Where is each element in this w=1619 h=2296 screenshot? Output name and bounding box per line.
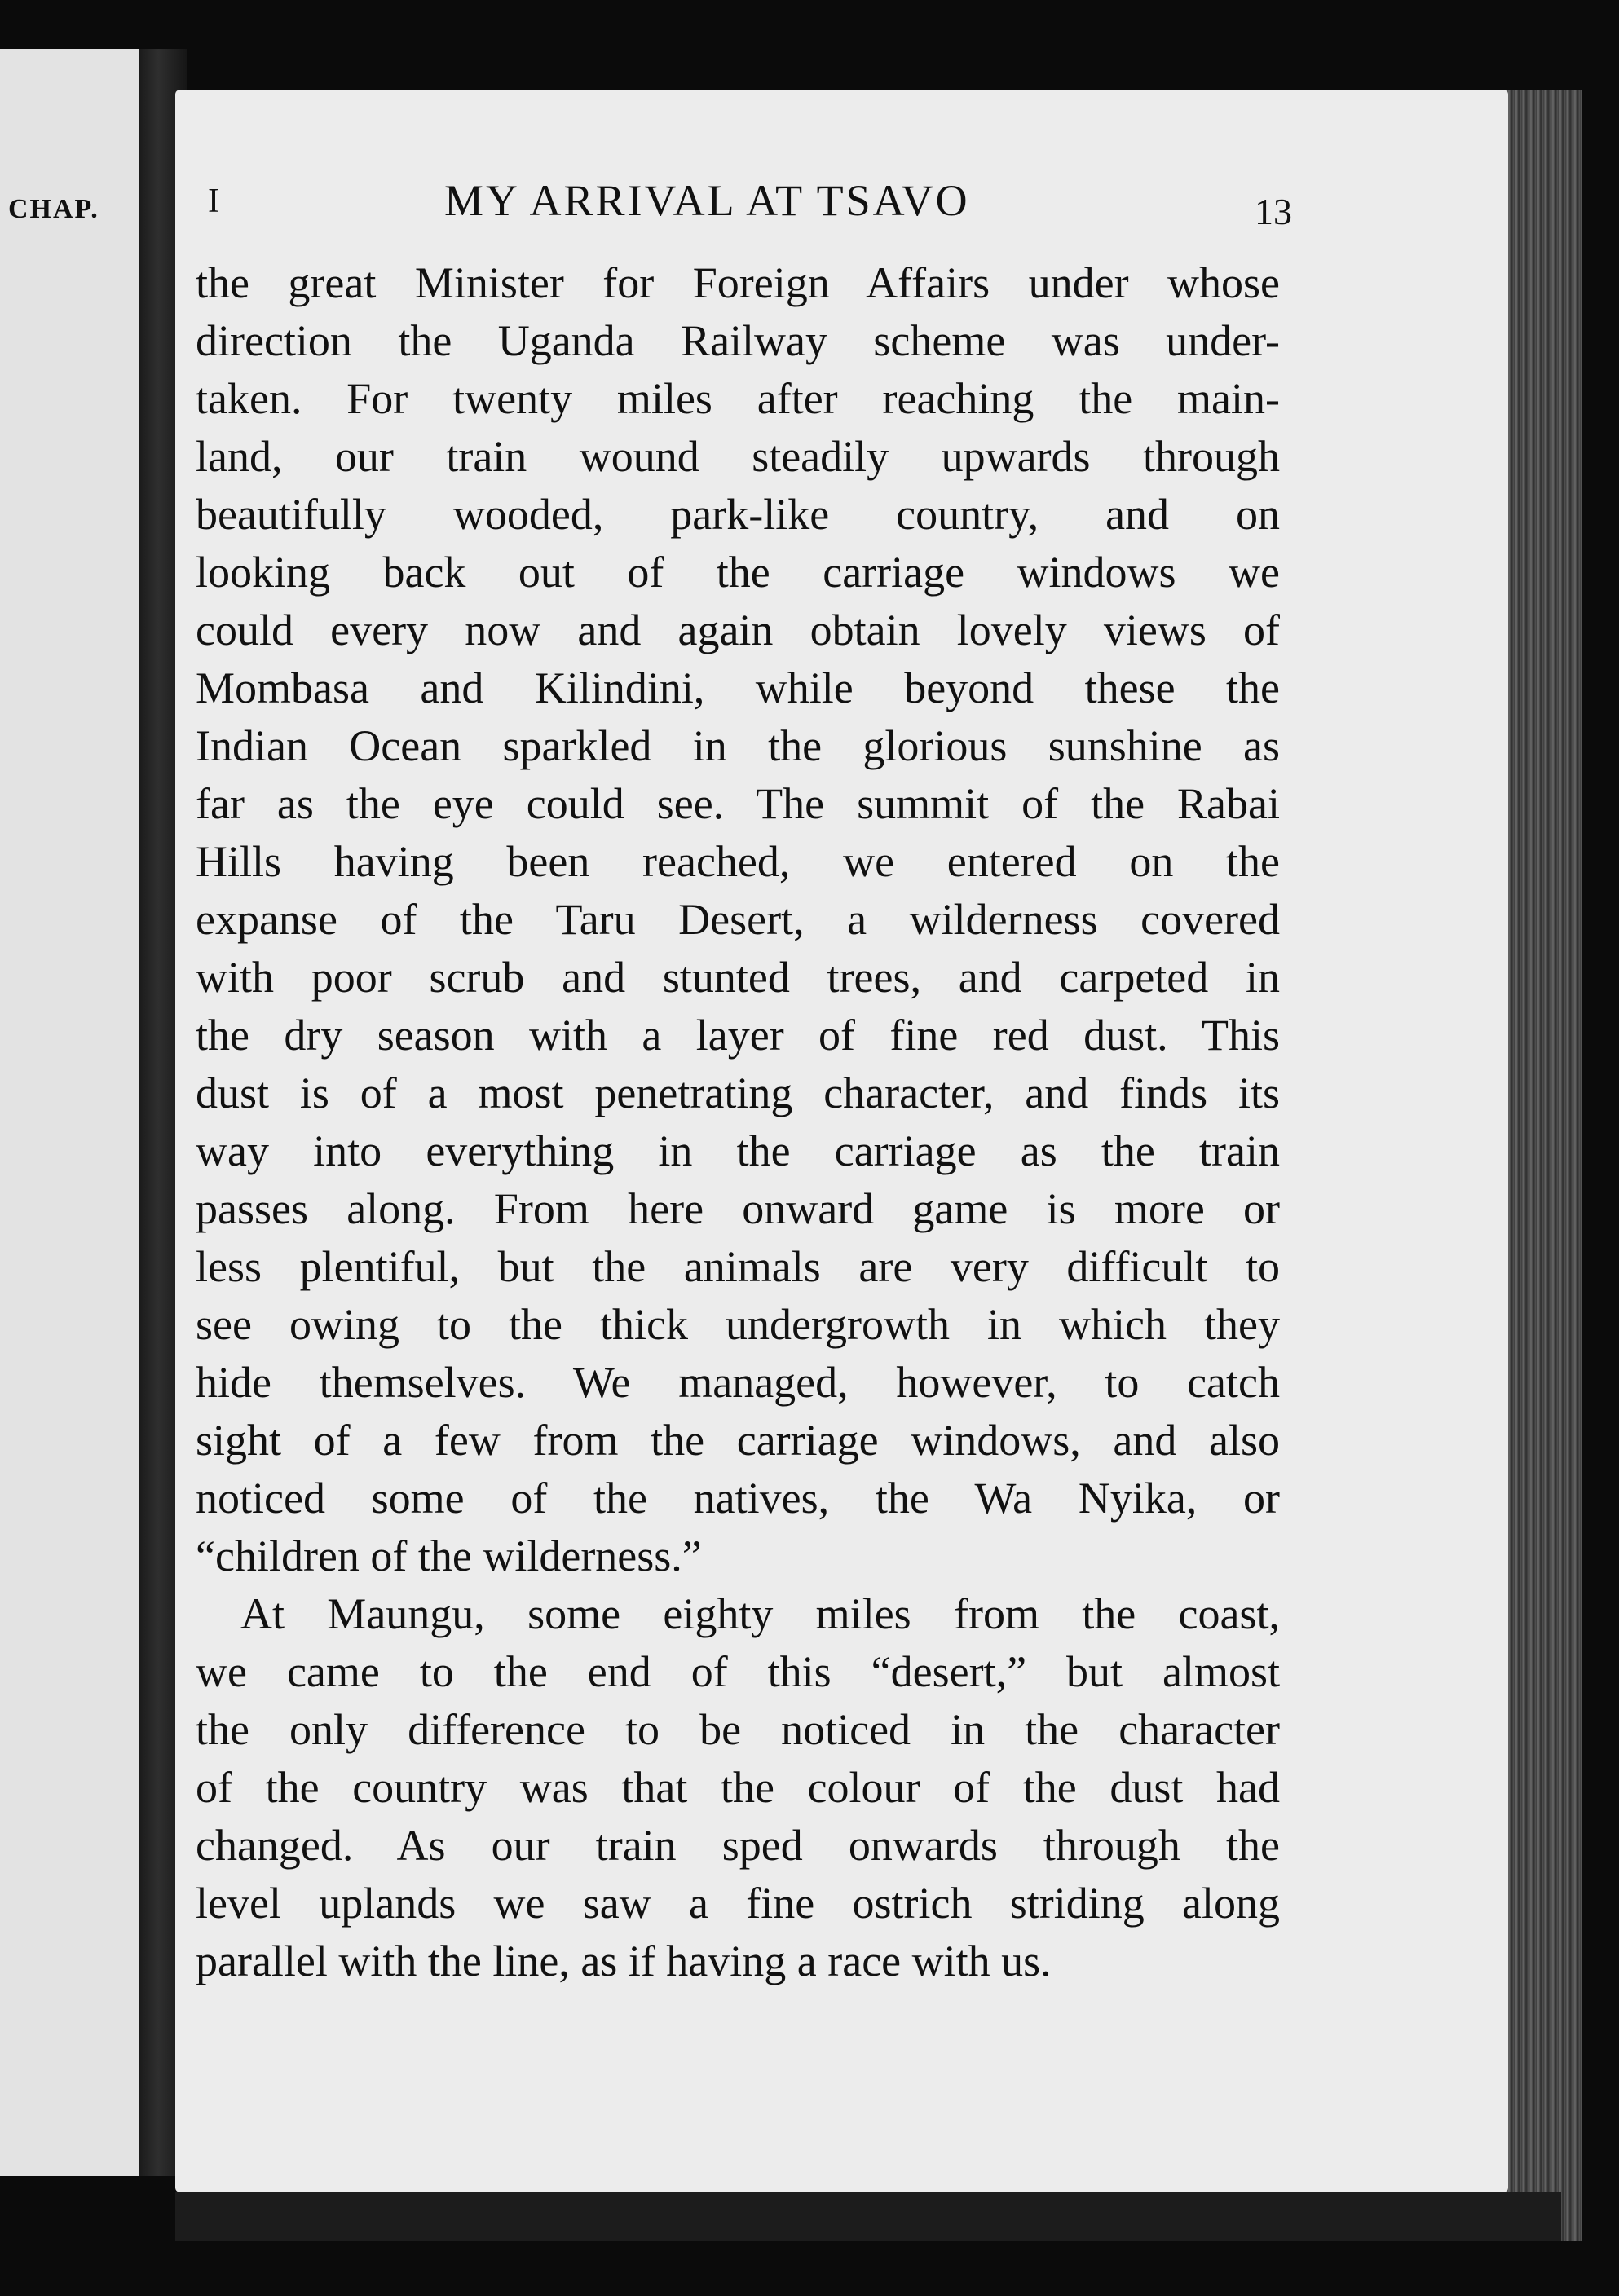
text-line: less plentiful, but the animals are very difficult to [196,1242,1280,1291]
text-line: dust is of a most penetrating character, and finds its [196,1069,1280,1117]
chapter-title: MY ARRIVAL AT TSAVO [444,176,970,225]
text-line: taken. For twenty miles after reaching the main- [196,374,1280,423]
page-bottom-shadow [175,2192,1561,2241]
text-line: land, our train wound steadily upwards through [196,432,1280,481]
text-line: see owing to the thick undergrowth in which they [196,1300,1280,1349]
text-line: sight of a few from the carriage windows, and also [196,1416,1280,1465]
text-line: the only difference to be noticed in the character [196,1705,1280,1754]
paragraph [196,1585,1280,1990]
text-line: changed. As our train sped onwards through the [196,1821,1280,1870]
text-line: parallel with the line, as if having a race with us. [196,1937,1052,1985]
page-number: 13 [1255,191,1292,232]
text-line: with poor scrub and stunted trees, and carpeted in [196,953,1280,1002]
previous-page-running-head: CHAP. [8,194,99,224]
paragraph [196,254,1280,1585]
text-line: Indian Ocean sparkled in the glorious sunshine as [196,721,1280,770]
text-line: At Maungu, some eighty miles from the coast, [240,1589,1280,1638]
text-line: looking back out of the carriage windows we [196,548,1280,597]
text-line: hide themselves. We managed, however, to catch [196,1358,1280,1407]
text-line: passes along. From here onward game is more or [196,1184,1280,1233]
text-line: beautifully wooded, park-like country, and on [196,490,1280,539]
previous-page [0,49,139,2176]
running-head [208,175,1292,232]
text-line: we came to the end of this “desert,” but almost [196,1647,1280,1696]
text-line: way into everything in the carriage as the train [196,1126,1280,1175]
text-line: Mombasa and Kilindini, while beyond these the [196,663,1280,712]
text-line: expanse of the Taru Desert, a wilderness covered [196,895,1280,944]
text-line: direction the Uganda Railway scheme was under- [196,316,1280,365]
text-line: Hills having been reached, we entered on the [196,837,1280,886]
text-line: the great Minister for Foreign Affairs under whose [196,258,1280,307]
text-line: level uplands we saw a fine ostrich striding along [196,1879,1280,1928]
chapter-number: I [208,183,219,220]
body-text [196,254,1280,1990]
text-line: “children of the wilderness.” [196,1531,702,1580]
text-line: of the country was that the colour of the dust had [196,1763,1280,1812]
text-line: could every now and again obtain lovely views of [196,606,1280,654]
text-line: noticed some of the natives, the Wa Nyika, or [196,1474,1280,1523]
text-line: the dry season with a layer of fine red dust. This [196,1011,1280,1060]
text-line: far as the eye could see. The summit of the Rabai [196,779,1280,828]
